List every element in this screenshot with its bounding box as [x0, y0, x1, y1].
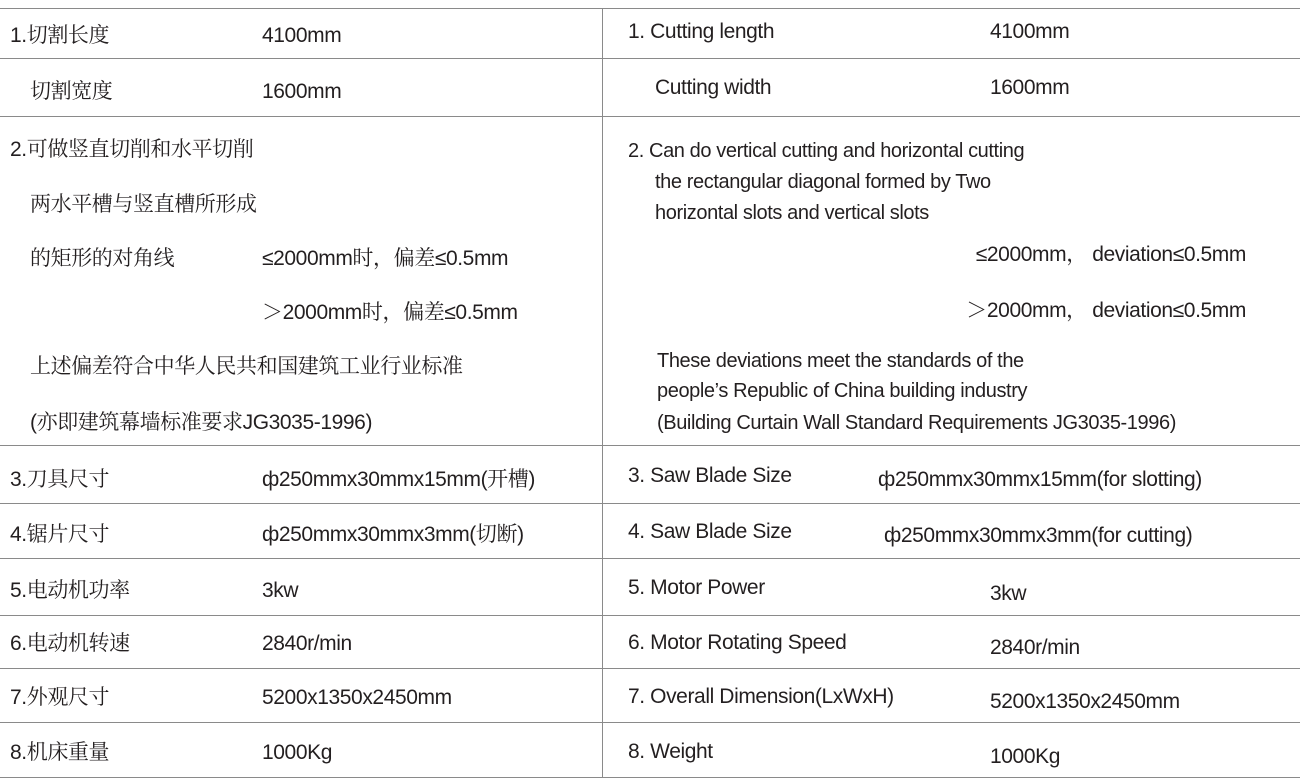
table-rule	[0, 116, 1300, 117]
zh-cutting-width-value: 1600mm	[262, 80, 342, 103]
en-standard-reference: (Building Curtain Wall Standard Requirements JG3035-1996)	[657, 412, 1176, 434]
en-slots-line: horizontal slots and vertical slots	[655, 202, 929, 224]
zh-motor-power-value: 3kw	[262, 579, 299, 602]
en-standard-note: These deviations meet the standards of the	[657, 350, 1024, 372]
en-motor-power-label: 5. Motor Power	[628, 576, 765, 599]
zh-cutting-length-label: 1.切割长度	[10, 24, 110, 47]
en-diagonal-line: the rectangular diagonal formed by Two	[655, 171, 991, 193]
table-rule	[0, 8, 1300, 9]
table-rule	[0, 615, 1300, 616]
table-rule	[0, 58, 1300, 59]
zh-motor-speed-value: 2840r/min	[262, 632, 352, 655]
table-rule	[0, 777, 1300, 778]
zh-cutting-length-value: 4100mm	[262, 24, 342, 47]
zh-dimension-label: 7.外观尺寸	[10, 686, 110, 709]
zh-deviation-large: ＞2000mm时，偏差≤0.5mm	[262, 301, 518, 324]
zh-cutting-width-label: 切割宽度	[30, 80, 113, 103]
en-motor-power-value: 3kw	[990, 582, 1027, 605]
en-cutting-width-label: Cutting width	[655, 76, 772, 99]
en-motor-speed-value: 2840r/min	[990, 636, 1080, 659]
en-dimension-value: 5200x1350x2450mm	[990, 690, 1180, 713]
en-cutting-width-value: 1600mm	[990, 76, 1070, 99]
table-rule	[0, 668, 1300, 669]
zh-standard-note: 上述偏差符合中华人民共和国建筑工业行业标准	[30, 355, 463, 378]
en-cutting-length-value: 4100mm	[990, 20, 1070, 43]
en-saw-size-label: 4. Saw Blade Size	[628, 520, 792, 543]
zh-deviation-small: ≤2000mm时，偏差≤0.5mm	[262, 247, 509, 270]
table-rule	[0, 722, 1300, 723]
en-motor-speed-label: 6. Motor Rotating Speed	[628, 631, 847, 654]
table-rule	[0, 445, 1300, 446]
en-weight-label: 8. Weight	[628, 740, 713, 763]
zh-standard-reference: (亦即建筑幕墙标准要求JG3035-1996)	[30, 411, 373, 434]
zh-cutting-modes-title: 2.可做竖直切削和水平切削	[10, 138, 254, 161]
en-cutter-size-label: 3. Saw Blade Size	[628, 464, 792, 487]
en-deviation-small: ≤2000mm， deviation≤0.5mm	[975, 243, 1246, 266]
zh-weight-label: 8.机床重量	[10, 741, 110, 764]
zh-weight-value: 1000Kg	[262, 741, 333, 764]
zh-saw-size-label: 4.锯片尺寸	[10, 523, 110, 546]
zh-dimension-value: 5200x1350x2450mm	[262, 686, 452, 709]
zh-cutter-size-value: ф250mmx30mmx15mm(开槽)	[262, 468, 535, 491]
en-cutting-modes-title: 2. Can do vertical cutting and horizontal cutting	[628, 140, 1025, 162]
table-rule	[0, 558, 1300, 559]
en-dimension-label: 7. Overall Dimension(LxWxH)	[628, 685, 894, 708]
en-weight-value: 1000Kg	[990, 745, 1061, 768]
en-standard-country: people’s Republic of China building industry	[657, 380, 1028, 402]
en-cutter-size-value: ф250mmx30mmx15mm(for slotting)	[878, 468, 1202, 491]
en-cutting-length-label: 1. Cutting length	[628, 20, 775, 43]
zh-diagonal-label: 的矩形的对角线	[30, 247, 175, 270]
zh-saw-size-value: ф250mmx30mmx3mm(切断)	[262, 523, 524, 546]
column-divider	[602, 8, 603, 778]
zh-diagonal-line: 两水平槽与竖直槽所形成	[30, 193, 257, 216]
zh-motor-power-label: 5.电动机功率	[10, 579, 130, 602]
en-deviation-large: ＞2000mm， deviation≤0.5mm	[966, 299, 1246, 322]
en-saw-size-value: ф250mmx30mmx3mm(for cutting)	[884, 524, 1193, 547]
table-rule	[0, 503, 1300, 504]
zh-motor-speed-label: 6.电动机转速	[10, 632, 130, 655]
zh-cutter-size-label: 3.刀具尺寸	[10, 468, 110, 491]
